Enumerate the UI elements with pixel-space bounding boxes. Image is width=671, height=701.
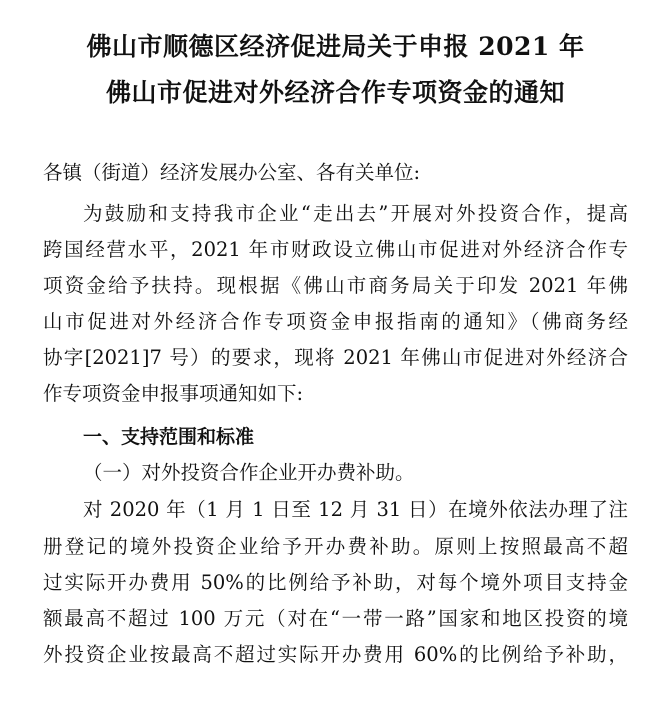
paragraph-1-line-3: 项资金给予扶持。现根据《佛山市商务局关于印发 2021 年佛 xyxy=(43,274,628,297)
paragraph-1-line-5: 协字[2021]7 号）的要求，现将 2021 年佛山市促进对外经济合 xyxy=(43,346,628,369)
paragraph-1-line-2: 跨国经营水平，2021 年市财政设立佛山市促进对外经济合作专 xyxy=(43,238,628,261)
paragraph-2-line-2: 册登记的境外投资企业给予开办费补助。原则上按照最高不超 xyxy=(43,535,628,558)
paragraph-2-line-5: 外投资企业按最高不超过实际开办费用 60%的比例给予补助， xyxy=(43,643,628,666)
paragraph-1-line-4: 山市促进对外经济合作专项资金申报指南的通知》（佛商务经 xyxy=(43,310,628,333)
paragraph-2-line-3: 过实际开办费用 50%的比例给予补助，对每个境外项目支持金 xyxy=(43,571,628,594)
document-title-line-1: 佛山市顺德区经济促进局关于申报 2021 年 xyxy=(86,32,585,61)
salutation: 各镇（街道）经济发展办公室、各有关单位: xyxy=(43,161,421,184)
paragraph-1-line-1: 为鼓励和支持我市企业“走出去”开展对外投资合作，提高 xyxy=(83,202,628,225)
paragraph-1-line-6: 作专项资金申报事项通知如下: xyxy=(43,382,304,405)
paragraph-2-line-4: 额最高不超过 100 万元（对在“一带一路”国家和地区投资的境 xyxy=(43,607,628,630)
subsection-1-heading: （一）对外投资合作企业开办费补助。 xyxy=(83,461,415,484)
section-1-heading: 一、支持范围和标准 xyxy=(83,426,255,448)
document-title-line-2: 佛山市促进对外经济合作专项资金的通知 xyxy=(105,78,565,107)
paragraph-2-line-1: 对 2020 年（1 月 1 日至 12 月 31 日）在境外依法办理了注 xyxy=(83,498,628,521)
